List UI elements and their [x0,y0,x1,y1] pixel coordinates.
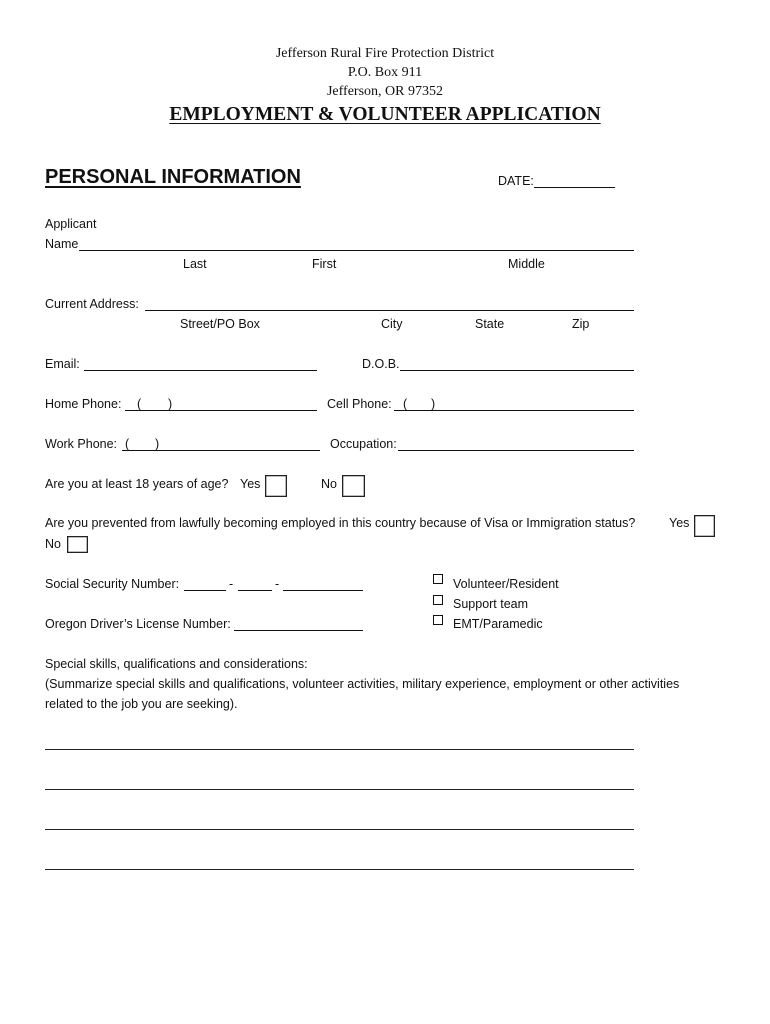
date-label: DATE: [498,174,534,188]
address-sub-city: City [381,317,403,331]
cell-phone-field[interactable] [394,410,634,411]
age-yes-checkbox[interactable] [265,475,287,497]
address-label: Current Address: [45,297,139,311]
address-sub-state: State [475,317,505,331]
date-field[interactable] [534,187,615,188]
applicant-name-field[interactable] [79,250,634,251]
occupation-field[interactable] [398,450,634,451]
name-sub-middle: Middle [508,257,545,271]
ssn-dash-2: - [275,577,280,591]
email-field[interactable] [84,370,317,371]
skills-line-1[interactable] [45,749,634,750]
org-city-state-zip: Jefferson, OR 97352 [326,84,443,99]
age-no-label: No [321,477,337,491]
emt-paramedic-checkbox[interactable] [433,615,443,625]
volunteer-resident-checkbox[interactable] [433,574,443,584]
work-phone-field[interactable] [122,450,320,451]
skills-line-2[interactable] [45,789,634,790]
cell-phone-label: Cell Phone: [327,397,392,411]
name-label: Name [45,237,79,251]
support-team-label: Support team [453,597,529,611]
org-po-box: P.O. Box 911 [347,65,423,80]
cell-phone-paren-close: ) [431,397,436,411]
skills-line-4[interactable] [45,869,634,870]
ssn-label: Social Security Number: [45,577,180,591]
visa-yes-label: Yes [669,516,690,530]
name-sub-last: Last [183,257,207,271]
skills-line-3[interactable] [45,829,634,830]
ssn-part2-field[interactable] [238,590,272,591]
home-phone-paren-open: ( [137,397,142,411]
license-field[interactable] [234,630,363,631]
ssn-dash-1: - [229,577,234,591]
support-team-checkbox[interactable] [433,595,443,605]
emt-paramedic-label: EMT/Paramedic [453,617,543,631]
name-sub-first: First [312,257,337,271]
org-name: Jefferson Rural Fire Protection District [275,46,495,61]
volunteer-resident-label: Volunteer/Resident [453,577,559,591]
ssn-part1-field[interactable] [184,590,226,591]
work-phone-paren-close: ) [155,437,160,451]
address-sub-zip: Zip [572,317,590,331]
occupation-label: Occupation: [330,437,397,451]
work-phone-label: Work Phone: [45,437,118,451]
form-title: EMPLOYMENT & VOLUNTEER APPLICATION [169,104,601,125]
home-phone-label: Home Phone: [45,397,122,411]
visa-yes-checkbox[interactable] [694,515,715,537]
skills-note-line1: (Summarize special skills and qualifications, volunteer activities, military experience, employment or other activities [45,677,680,691]
applicant-label: Applicant [45,217,97,231]
home-phone-paren-close: ) [168,397,173,411]
visa-no-checkbox[interactable] [67,536,88,553]
dob-label: D.O.B. [362,357,400,371]
visa-no-label: No [45,537,61,551]
section-title: PERSONAL INFORMATION [45,166,301,188]
home-phone-field[interactable] [125,410,317,411]
skills-note-line2: related to the job you are seeking). [45,697,238,711]
age-no-checkbox[interactable] [342,475,365,497]
license-label: Oregon Driver’s License Number: [45,617,231,631]
address-field[interactable] [145,310,634,311]
age-question: Are you at least 18 years of age? [45,477,229,491]
dob-field[interactable] [400,370,634,371]
ssn-part3-field[interactable] [283,590,363,591]
skills-heading: Special skills, qualifications and considerations: [45,657,308,671]
address-sub-street: Street/PO Box [180,317,260,331]
visa-question: Are you prevented from lawfully becoming employed in this country because of Visa or Immigration status? [45,516,636,530]
email-label: Email: [45,357,80,371]
work-phone-paren-open: ( [125,437,130,451]
age-yes-label: Yes [240,477,261,491]
cell-phone-paren-open: ( [403,397,408,411]
